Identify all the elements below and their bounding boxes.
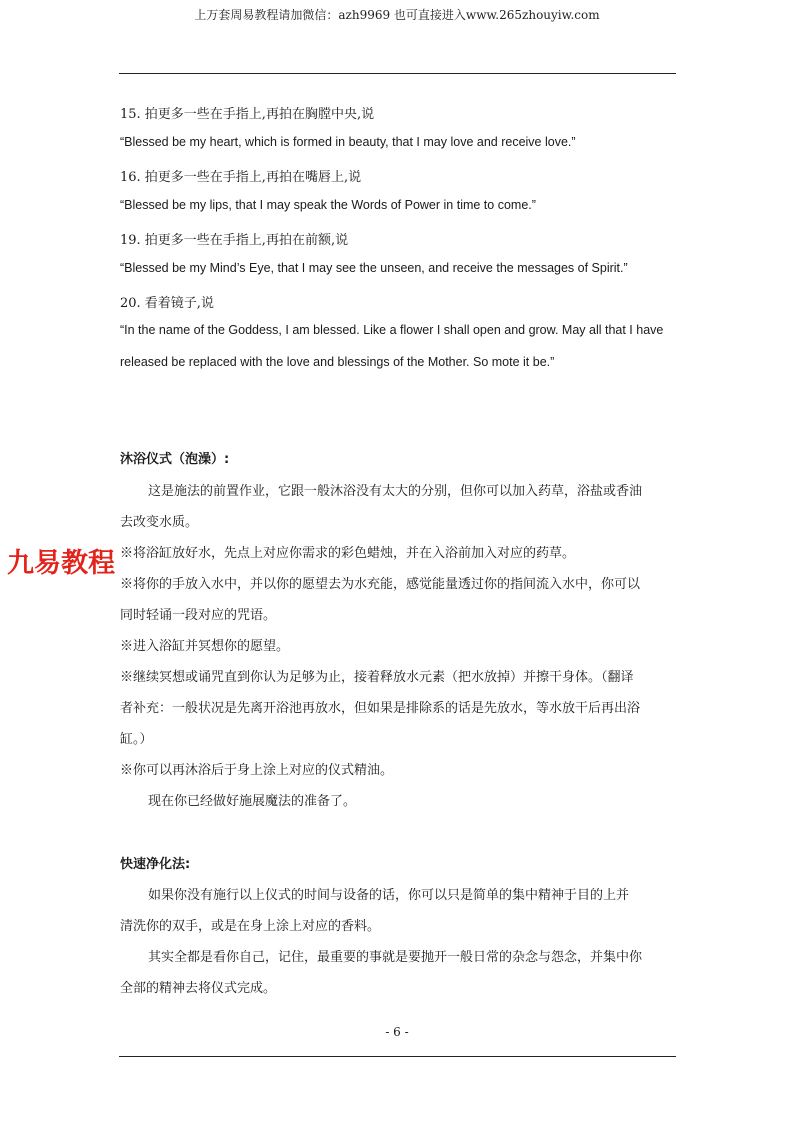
header-rule [119,73,676,74]
text-line: 15. 拍更多一些在手指上,再拍在胸膛中央,说 [120,107,375,122]
text-line: 全部的精神去将仪式完成。 [120,981,277,996]
text-line: “In the name of the Goddess, I am blessed. Like a flower I shall open and grow. May all that I have [120,323,664,337]
text-line: ※将你的手放入水中，并以你的愿望去为水充能，感觉能量透过你的指间流入水中，你可以 [120,577,641,592]
text-line: 缸。） [120,732,153,747]
text-line: ※你可以再沐浴后于身上涂上对应的仪式精油。 [120,763,394,778]
text-line: 清洗你的双手，或是在身上涂上对应的香料。 [120,919,381,934]
page-number: - 6 - [385,1025,409,1039]
text-line: 现在你已经做好施展魔法的准备了。 [148,794,357,809]
text-line: 19. 拍更多一些在手指上,再拍在前额,说 [120,233,349,248]
text-line: 如果你没有施行以上仪式的时间与设备的话，你可以只是简单的集中精神于目的上并 [148,888,630,903]
footer-rule [119,1056,676,1057]
text-line: 16. 拍更多一些在手指上,再拍在嘴唇上,说 [120,170,362,185]
text-line: 这是施法的前置作业，它跟一般沐浴没有太大的分别，但你可以加入药草，浴盐或香油 [148,484,643,499]
text-line: ※将浴缸放好水，先点上对应你需求的彩色蜡烛，并在入浴前加入对应的药草。 [120,546,576,561]
watermark-logo: 九易教程 [7,548,115,579]
section-heading: 快速净化法: [120,857,191,872]
text-line: 同时轻诵一段对应的咒语。 [120,608,277,623]
text-line: ※继续冥想或诵咒直到你认为足够为止，接着释放水元素（把水放掉）并擦干身体。（翻译 [120,670,634,685]
text-line: “Blessed be my lips, that I may speak the Words of Power in time to come.” [120,198,536,212]
text-line: ※进入浴缸并冥想你的愿望。 [120,639,290,654]
text-line: “Blessed be my Mind’s Eye, that I may see the unseen, and receive the messages of Spirit.” [120,261,628,275]
page-header: 上万套周易教程请加微信：azh9969 也可直接进入www.265zhouyiw.com [194,8,600,22]
text-line: 去改变水质。 [120,515,199,530]
text-line: “Blessed be my heart, which is formed in beauty, that I may love and receive love.” [120,135,576,149]
text-line: released be replaced with the love and blessings of the Mother. So mote it be.” [120,355,555,369]
text-line: 其实全都是看你自己，记住，最重要的事就是要抛开一般日常的杂念与怨念，并集中你 [148,950,643,965]
text-line: 者补充：一般状况是先离开浴池再放水，但如果是排除系的话是先放水，等水放干后再出浴 [120,701,641,716]
section-heading: 沐浴仪式（泡澡）: [120,452,230,467]
text-line: 20. 看着镜子,说 [120,296,214,311]
